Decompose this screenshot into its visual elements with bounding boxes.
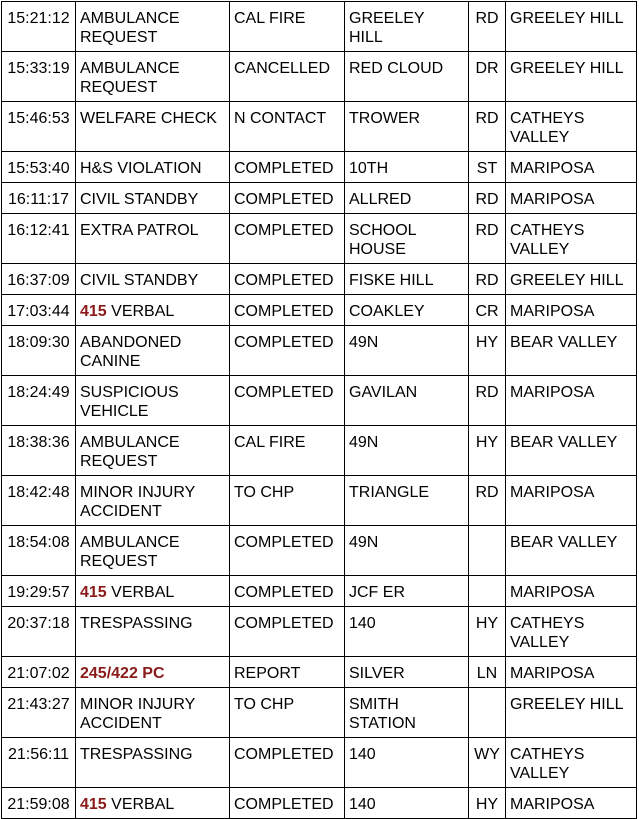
incident-time-cell [2,476,76,526]
incident-type-cell [76,576,230,607]
incident-area-cell [506,183,637,214]
incident-time-cell [2,526,76,576]
incident-street-suffix-cell [469,376,506,426]
incident-disposition: COMPLETED [234,334,334,351]
table-row [2,788,637,819]
incident-time: 21:56:11 [7,746,70,763]
incident-log-body [2,2,637,819]
incident-time: 21:07:02 [7,665,70,682]
incident-type-text: VERBAL [106,584,175,601]
table-row [2,576,637,607]
incident-area-cell [506,52,637,102]
incident-area: MARIPOSA [510,191,595,208]
incident-area: BEAR VALLEY [510,334,618,351]
incident-street-suffix: RD [475,484,499,501]
incident-type-text: AMBULANCE REQUEST [80,434,180,470]
incident-area: CATHEYS VALLEY [510,222,585,258]
incident-type-text: MINOR INJURY ACCIDENT [80,484,196,520]
incident-time-cell [2,183,76,214]
incident-street-cell [345,476,469,526]
incident-street-cell [345,576,469,607]
incident-type-cell [76,426,230,476]
incident-type-cell [76,102,230,152]
incident-type-cell [76,688,230,738]
incident-area: BEAR VALLEY [510,434,618,451]
incident-area-cell [506,738,637,788]
incident-street-suffix: CR [475,303,499,320]
incident-area-cell [506,295,637,326]
incident-disposition-cell [230,607,345,657]
incident-type-text: AMBULANCE REQUEST [80,10,180,46]
incident-street-suffix-cell [469,214,506,264]
incident-time-cell [2,264,76,295]
incident-disposition: REPORT [234,665,301,682]
table-row [2,426,637,476]
incident-time-cell [2,657,76,688]
incident-street: JCF ER [349,584,405,601]
incident-street-cell [345,426,469,476]
incident-disposition-cell [230,2,345,52]
incident-type-cell [76,295,230,326]
incident-type-cell [76,738,230,788]
incident-time-cell [2,376,76,426]
incident-log-table [1,1,637,819]
incident-type-cell [76,264,230,295]
table-row [2,738,637,788]
incident-area: GREELEY HILL [510,10,624,27]
incident-time: 16:37:09 [7,272,70,289]
incident-street-cell [345,183,469,214]
incident-type-cell [76,788,230,819]
incident-street-cell [345,607,469,657]
incident-type-cell [76,183,230,214]
incident-street-suffix-cell [469,607,506,657]
incident-disposition-cell [230,688,345,738]
incident-disposition: TO CHP [234,696,295,713]
incident-time-cell [2,326,76,376]
incident-disposition-cell [230,788,345,819]
incident-street: FISKE HILL [349,272,434,289]
incident-disposition: N CONTACT [234,110,327,127]
incident-street-cell [345,2,469,52]
table-row [2,152,637,183]
incident-area: GREELEY HILL [510,696,624,713]
incident-street: TROWER [349,110,421,127]
incident-street: TRIANGLE [349,484,430,501]
incident-disposition: COMPLETED [234,384,334,401]
incident-area: BEAR VALLEY [510,534,618,551]
incident-type-text: MINOR INJURY ACCIDENT [80,696,196,732]
table-row [2,688,637,738]
incident-street: 10TH [349,160,389,177]
incident-time: 21:59:08 [7,796,70,813]
incident-street-suffix-cell [469,738,506,788]
incident-area-cell [506,788,637,819]
incident-street-suffix: ST [476,160,498,177]
incident-area: CATHEYS VALLEY [510,615,585,651]
incident-type-cell [76,607,230,657]
incident-street: RED CLOUD [349,60,444,77]
incident-area: CATHEYS VALLEY [510,746,585,782]
incident-disposition: CANCELLED [234,60,331,77]
incident-time-cell [2,52,76,102]
incident-disposition-cell [230,152,345,183]
incident-street-suffix: HY [475,615,499,632]
incident-time-cell [2,152,76,183]
incident-street-suffix: RD [475,110,499,127]
incident-street-suffix-cell [469,688,506,738]
incident-street-suffix-cell [469,526,506,576]
incident-disposition: COMPLETED [234,303,334,320]
incident-time: 21:43:27 [7,696,70,713]
incident-street-suffix-cell [469,183,506,214]
incident-street-suffix-cell [469,788,506,819]
incident-disposition: COMPLETED [234,222,334,239]
incident-time-cell [2,607,76,657]
incident-area: MARIPOSA [510,160,595,177]
incident-area-cell [506,426,637,476]
incident-street-cell [345,526,469,576]
incident-disposition: COMPLETED [234,160,334,177]
incident-time-cell [2,102,76,152]
incident-time: 18:38:36 [7,434,70,451]
incident-time: 18:54:08 [7,534,70,551]
incident-street-suffix: LN [476,665,498,682]
incident-street-suffix-cell [469,264,506,295]
incident-area-cell [506,688,637,738]
incident-time: 19:29:57 [7,584,70,601]
incident-area-cell [506,152,637,183]
incident-street-cell [345,295,469,326]
incident-street-cell [345,264,469,295]
incident-disposition-cell [230,376,345,426]
incident-disposition: COMPLETED [234,272,334,289]
incident-street-cell [345,738,469,788]
incident-disposition: CAL FIRE [234,10,306,27]
incident-type-cell [76,376,230,426]
incident-area-cell [506,326,637,376]
incident-disposition: CAL FIRE [234,434,306,451]
incident-disposition-cell [230,476,345,526]
table-row [2,295,637,326]
incident-street-cell [345,326,469,376]
incident-street-suffix: WY [474,746,500,763]
incident-type-cell [76,526,230,576]
incident-street-suffix: RD [475,384,499,401]
incident-disposition: COMPLETED [234,584,334,601]
incident-area-cell [506,607,637,657]
incident-time-cell [2,788,76,819]
incident-type-text: AMBULANCE REQUEST [80,60,180,96]
incident-time-cell [2,738,76,788]
incident-area: MARIPOSA [510,665,595,682]
incident-type-text: AMBULANCE REQUEST [80,534,180,570]
table-row [2,326,637,376]
incident-time: 17:03:44 [7,303,70,320]
table-row [2,52,637,102]
incident-area: MARIPOSA [510,484,595,501]
incident-type-text: CIVIL STANDBY [80,272,199,289]
incident-area: CATHEYS VALLEY [510,110,585,146]
incident-area-cell [506,102,637,152]
incident-time: 20:37:18 [7,615,70,632]
incident-area: MARIPOSA [510,796,595,813]
incident-disposition: TO CHP [234,484,295,501]
incident-street: 140 [349,746,376,763]
incident-disposition-cell [230,326,345,376]
incident-disposition: COMPLETED [234,191,334,208]
incident-street: GREELEY HILL [349,10,425,46]
incident-street-cell [345,657,469,688]
incident-area-cell [506,526,637,576]
incident-time-cell [2,576,76,607]
incident-street-suffix: RD [475,191,499,208]
incident-street-suffix-cell [469,476,506,526]
table-row [2,2,637,52]
incident-type-cell [76,214,230,264]
incident-area-cell [506,214,637,264]
incident-disposition-cell [230,576,345,607]
incident-code: 415 [80,796,107,813]
incident-street-suffix: HY [475,334,499,351]
incident-area-cell [506,476,637,526]
incident-street: GAVILAN [349,384,418,401]
incident-code: 245/422 PC [80,665,165,682]
incident-street: 49N [349,434,379,451]
incident-street-suffix: RD [475,10,499,27]
incident-type-text: EXTRA PATROL [80,222,199,239]
incident-street-suffix: HY [475,434,499,451]
incident-time: 15:33:19 [7,60,70,77]
incident-time: 15:21:12 [7,10,70,27]
incident-type-cell [76,2,230,52]
incident-street-suffix-cell [469,2,506,52]
incident-disposition: COMPLETED [234,796,334,813]
incident-street-suffix-cell [469,657,506,688]
incident-area-cell [506,657,637,688]
incident-street-suffix: DR [475,60,499,77]
incident-street-suffix-cell [469,102,506,152]
table-row [2,102,637,152]
table-row [2,476,637,526]
table-row [2,526,637,576]
incident-area-cell [506,2,637,52]
incident-street: COAKLEY [349,303,425,320]
incident-street-suffix-cell [469,152,506,183]
incident-street-cell [345,52,469,102]
incident-time-cell [2,2,76,52]
incident-area: MARIPOSA [510,384,595,401]
incident-type-text: WELFARE CHECK [80,110,217,127]
incident-street: 49N [349,534,379,551]
incident-street-suffix: RD [475,272,499,289]
incident-type-text: ABANDONED CANINE [80,334,182,370]
incident-time-cell [2,688,76,738]
incident-street: 49N [349,334,379,351]
incident-street-suffix-cell [469,52,506,102]
incident-type-cell [76,657,230,688]
incident-time-cell [2,295,76,326]
incident-type-text: SUSPICIOUS VEHICLE [80,384,179,420]
incident-disposition-cell [230,295,345,326]
incident-time: 18:09:30 [7,334,70,351]
table-row [2,183,637,214]
incident-type-cell [76,476,230,526]
incident-type-text: VERBAL [106,303,175,320]
incident-time-cell [2,214,76,264]
incident-area: MARIPOSA [510,303,595,320]
incident-street: SILVER [349,665,405,682]
incident-street: 140 [349,796,376,813]
incident-code: 415 [80,584,107,601]
table-row [2,214,637,264]
incident-street: SMITH STATION [349,696,416,732]
incident-disposition-cell [230,183,345,214]
incident-disposition-cell [230,214,345,264]
incident-area: GREELEY HILL [510,60,624,77]
incident-street-cell [345,376,469,426]
incident-area-cell [506,576,637,607]
incident-type-text: TRESPASSING [80,746,193,763]
incident-street-cell [345,214,469,264]
incident-disposition-cell [230,264,345,295]
incident-type-cell [76,52,230,102]
incident-street-suffix-cell [469,576,506,607]
incident-disposition-cell [230,426,345,476]
incident-type-text: CIVIL STANDBY [80,191,199,208]
incident-time: 18:42:48 [7,484,70,501]
incident-time: 15:46:53 [7,110,70,127]
incident-disposition-cell [230,526,345,576]
incident-time-cell [2,426,76,476]
incident-time: 16:12:41 [7,222,70,239]
incident-street-suffix-cell [469,295,506,326]
incident-street-suffix-cell [469,326,506,376]
incident-street: SCHOOL HOUSE [349,222,417,258]
incident-disposition: COMPLETED [234,746,334,763]
incident-street: ALLRED [349,191,412,208]
incident-time: 15:53:40 [7,160,70,177]
incident-street-cell [345,788,469,819]
incident-disposition-cell [230,52,345,102]
incident-disposition: COMPLETED [234,615,334,632]
incident-time: 18:24:49 [7,384,70,401]
table-row [2,657,637,688]
incident-street-suffix-cell [469,426,506,476]
incident-type-text: VERBAL [106,796,175,813]
incident-area: GREELEY HILL [510,272,624,289]
table-row [2,264,637,295]
incident-area-cell [506,376,637,426]
incident-type-text: TRESPASSING [80,615,193,632]
incident-disposition-cell [230,102,345,152]
incident-code: 415 [80,303,107,320]
incident-disposition-cell [230,657,345,688]
incident-disposition-cell [230,738,345,788]
table-row [2,607,637,657]
incident-street-suffix: HY [475,796,499,813]
incident-type-cell [76,152,230,183]
incident-type-text: H&S VIOLATION [80,160,202,177]
incident-street-cell [345,688,469,738]
incident-disposition: COMPLETED [234,534,334,551]
incident-area: MARIPOSA [510,584,595,601]
incident-street: 140 [349,615,376,632]
incident-street-cell [345,102,469,152]
incident-area-cell [506,264,637,295]
incident-time: 16:11:17 [7,191,70,208]
incident-street-cell [345,152,469,183]
table-row [2,376,637,426]
incident-type-cell [76,326,230,376]
incident-street-suffix: RD [475,222,499,239]
